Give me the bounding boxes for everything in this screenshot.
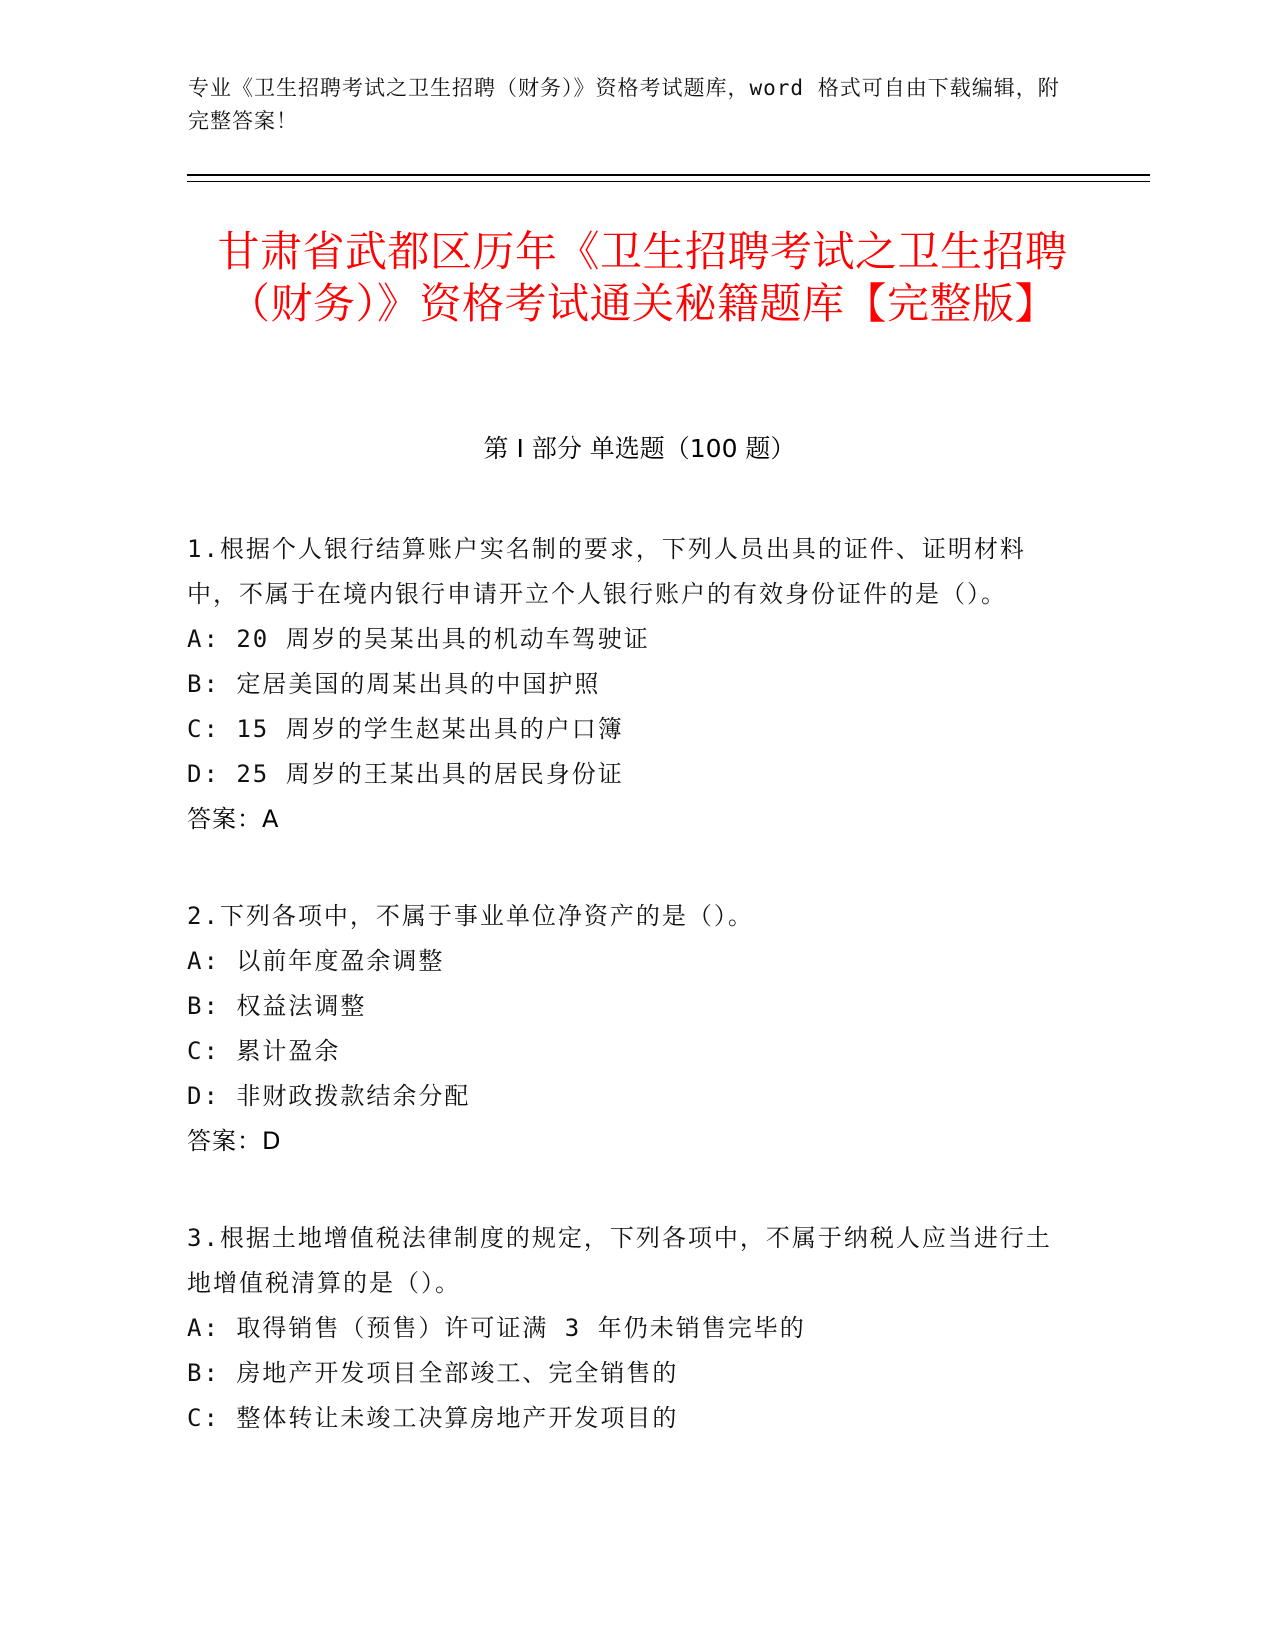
document-header: 专业《卫生招聘考试之卫生招聘（财务）》资格考试题库，word 格式可自由下载编辑，附完整答案！ (188, 76, 1060, 133)
option-a: A: 以前年度盈余调整 (187, 947, 445, 975)
option-b: B: 权益法调整 (187, 992, 367, 1020)
option-c: C: 整体转让未竣工决算房地产开发项目的 (187, 1404, 679, 1432)
header-divider-thin (187, 181, 1150, 182)
document-title: 甘肃省武都区历年《卫生招聘考试之卫生招聘（财务）》资格考试通关秘籍题库【完整版】 (217, 227, 1068, 328)
option-a: A: 20 周岁的吴某出具的机动车驾驶证 (187, 625, 650, 653)
option-b: B: 房地产开发项目全部竣工、完全销售的 (187, 1359, 679, 1387)
question-1 (187, 527, 1067, 842)
question-2 (187, 894, 1067, 1164)
answer-text: 答案：D (187, 1127, 282, 1155)
option-c: C: 15 周岁的学生赵某出具的户口簿 (187, 715, 624, 743)
question-stem: 2.下列各项中，不属于事业单位净资产的是（）。 (187, 902, 754, 930)
question-3 (187, 1216, 1067, 1441)
option-b: B: 定居美国的周某出具的中国护照 (187, 670, 601, 698)
section-title: 第 I 部分 单选题（100 题） (483, 434, 796, 463)
option-c: C: 累计盈余 (187, 1037, 341, 1065)
question-list (187, 527, 1067, 1493)
option-a: A: 取得销售（预售）许可证满 3 年仍未销售完毕的 (187, 1314, 806, 1342)
question-stem: 3.根据土地增值税法律制度的规定，下列各项中，不属于纳税人应当进行土地增值税清算的是（）。 (187, 1224, 1052, 1297)
question-stem: 1.根据个人银行结算账户实名制的要求，下列人员出具的证件、证明材料中，不属于在境内银行申请开立个人银行账户的有效身份证件的是（）。 (187, 535, 1026, 608)
option-d: D: 25 周岁的王某出具的居民身份证 (187, 760, 624, 788)
answer-text: 答案：A (187, 805, 280, 833)
header-divider-thick (187, 174, 1150, 176)
option-d: D: 非财政拨款结余分配 (187, 1082, 471, 1110)
